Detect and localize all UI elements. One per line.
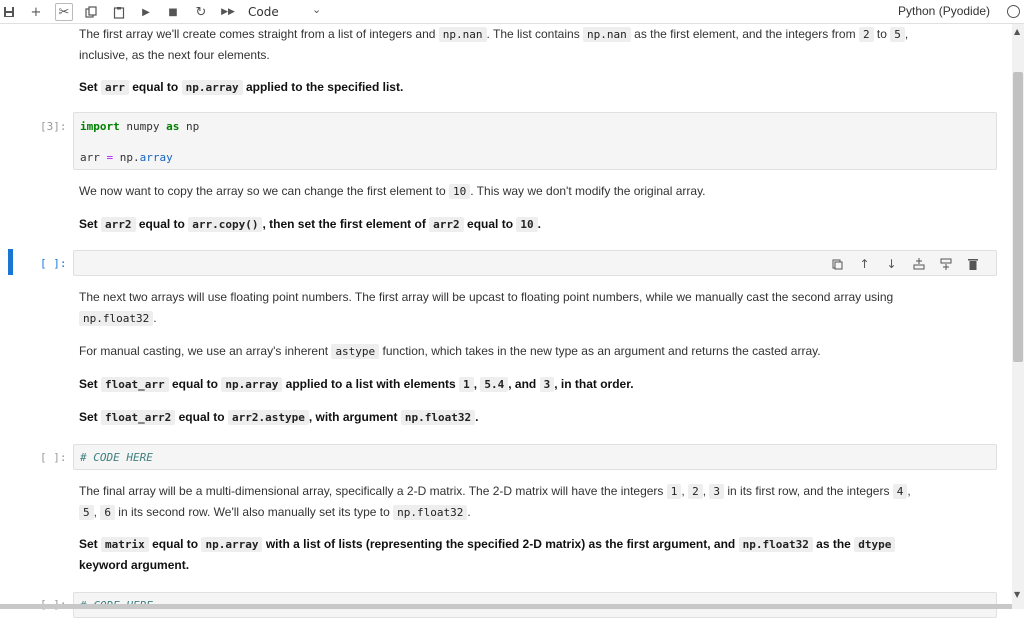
text: .	[467, 505, 471, 519]
text: The next two arrays will use floating point numbers. The first array will be upcast to floating point numbers, while we manually cast the second array using	[79, 290, 894, 304]
inline-code: np.float32	[79, 311, 153, 326]
inline-code: float_arr2	[101, 410, 175, 425]
inline-code: matrix	[101, 537, 149, 552]
text: .	[153, 311, 157, 325]
text: , and	[508, 377, 537, 391]
inline-code: 3	[709, 484, 724, 499]
text: equal to	[467, 217, 514, 231]
attribute: array	[139, 151, 173, 164]
inline-code: np.array	[182, 80, 243, 95]
inline-code: float_arr	[101, 377, 169, 392]
inline-code: dtype	[854, 537, 895, 552]
text: .	[475, 410, 479, 424]
active-cell-indicator	[8, 249, 13, 275]
markdown-cell	[79, 481, 984, 523]
cell-prompt: [ ]:	[40, 451, 67, 464]
kernel-status-icon	[1007, 5, 1020, 18]
inline-code: 6	[100, 505, 115, 520]
inline-code: 5	[79, 505, 94, 520]
inline-code: np.array	[221, 377, 282, 392]
text: The first array we'll create comes straight from a list of integers and	[79, 27, 436, 41]
inline-code: arr	[101, 80, 129, 95]
code-text: np.	[113, 151, 140, 164]
text: , with argument	[308, 410, 398, 424]
inline-code: 4	[893, 484, 908, 499]
text: as the	[816, 537, 851, 551]
scroll-down-icon[interactable]: ▼	[1014, 590, 1021, 599]
code-text: np	[179, 120, 200, 133]
text: ,	[907, 484, 911, 498]
text: , in that order.	[554, 377, 634, 391]
text: ,	[681, 484, 685, 498]
paste-icon[interactable]	[110, 3, 128, 21]
active-code-cell-input[interactable]	[73, 250, 997, 276]
markdown-cell	[79, 24, 984, 65]
delete-cell-icon[interactable]	[959, 256, 986, 272]
text: keyword argument.	[79, 558, 190, 572]
code-text: arr	[80, 151, 107, 164]
duplicate-cell-icon[interactable]	[824, 256, 851, 272]
inline-code: np.nan	[583, 27, 631, 42]
kernel-name[interactable]: Python (Pyodide)	[898, 4, 991, 18]
text: ,	[904, 27, 909, 41]
insert-below-icon[interactable]	[932, 256, 959, 272]
inline-code: 5.4	[480, 377, 508, 392]
scroll-up-icon[interactable]: ▲	[1014, 27, 1021, 36]
text: . This way we don't modify the original array.	[470, 184, 706, 198]
text: , then set the first element of	[262, 217, 426, 231]
inline-code: np.float32	[393, 505, 467, 520]
markdown-cell	[79, 214, 984, 235]
inline-code: arr.copy()	[188, 217, 262, 232]
code-cell-input[interactable]	[73, 444, 997, 470]
text: We now want to copy the array so we can change the first element to	[79, 184, 446, 198]
save-icon[interactable]	[0, 3, 18, 21]
text: inclusive, as the next four elements.	[79, 48, 270, 62]
text: applied to a list with elements	[285, 377, 456, 391]
inline-code: 5	[890, 27, 905, 42]
chevron-down-icon: ⌄	[312, 3, 322, 16]
text: equal to	[171, 377, 218, 391]
markdown-cell	[79, 534, 984, 576]
operator: =	[106, 151, 114, 164]
inline-code: arr2.astype	[228, 410, 309, 425]
insert-above-icon[interactable]	[905, 256, 932, 272]
text: Set	[79, 217, 98, 231]
code-comment: # CODE HERE	[80, 451, 153, 464]
text: Set	[79, 377, 98, 391]
cell-prompt: [3]:	[40, 120, 67, 133]
text: applied to the specified list.	[245, 80, 404, 94]
scroll-thumb[interactable]	[1013, 72, 1023, 362]
add-cell-icon[interactable]: +	[30, 4, 42, 20]
inline-code: np.array	[201, 537, 262, 552]
markdown-cell	[79, 287, 984, 329]
inline-code: astype	[331, 344, 379, 359]
move-down-icon[interactable]: ↓	[886, 257, 897, 271]
inline-code: 3	[540, 377, 555, 392]
markdown-cell	[79, 341, 984, 362]
text: ,	[473, 377, 478, 391]
text: equal to	[132, 80, 179, 94]
code-text: numpy	[119, 120, 167, 133]
text: in its first row, and the integers	[727, 484, 890, 498]
text: Set	[79, 410, 98, 424]
inline-code: np.float32	[739, 537, 813, 552]
inline-code: 10	[449, 184, 470, 199]
text: as the first element, and the integers from	[634, 27, 856, 41]
inline-code: 10	[516, 217, 537, 232]
inline-code: 2	[688, 484, 703, 499]
text: Set	[79, 80, 98, 94]
text: equal to	[152, 537, 199, 551]
text: For manual casting, we use an array's inherent	[79, 344, 329, 358]
text: .	[537, 217, 541, 231]
cell-toolbar	[824, 256, 986, 272]
restart-run-all-icon[interactable]: ▶▶	[221, 7, 235, 17]
stop-icon[interactable]: ■	[168, 6, 178, 18]
inline-code: arr2	[101, 217, 136, 232]
restart-icon[interactable]: ↻	[195, 4, 207, 20]
markdown-cell	[79, 181, 984, 202]
text: to	[876, 27, 887, 41]
code-cell-input[interactable]	[73, 112, 997, 170]
inline-code: 1	[667, 484, 682, 499]
text: in its second row. We'll also manually set its type to	[118, 505, 390, 519]
text: equal to	[138, 217, 185, 231]
inline-code: np.float32	[401, 410, 475, 425]
copy-icon[interactable]	[82, 3, 100, 21]
code-line	[80, 120, 199, 133]
markdown-cell	[79, 374, 984, 395]
cut-icon[interactable]: ✂	[55, 3, 73, 21]
inline-code: arr2	[429, 217, 464, 232]
text: with a list of lists (representing the specified 2-D matrix) as the first argument, and	[265, 537, 736, 551]
inline-code: np.nan	[439, 27, 487, 42]
text: Set	[79, 537, 98, 551]
cell-type-label: Code	[248, 5, 279, 19]
markdown-cell	[79, 407, 984, 428]
text: ,	[702, 484, 707, 498]
inline-code: 2	[859, 27, 874, 42]
keyword: import	[80, 120, 120, 133]
notebook-toolbar	[0, 0, 1024, 24]
cell-type-select[interactable]	[248, 3, 328, 21]
text: ,	[93, 505, 97, 519]
text: function, which takes in the new type as an argument and returns the casted array.	[382, 344, 821, 358]
move-up-icon[interactable]: ↑	[859, 257, 870, 271]
run-icon[interactable]: ▶	[142, 6, 150, 18]
inline-code: 1	[459, 377, 474, 392]
keyword: as	[166, 120, 180, 133]
code-line	[80, 151, 173, 164]
text: . The list contains	[486, 27, 580, 41]
markdown-cell	[79, 77, 984, 98]
horizontal-scrollbar[interactable]	[0, 604, 1012, 609]
text: The final array will be a multi-dimensional array, specifically a 2-D matrix. The 2-D matrix will have the integers	[79, 484, 664, 498]
cell-prompt: [ ]:	[40, 257, 67, 270]
text: equal to	[178, 410, 225, 424]
vertical-scrollbar[interactable]	[1012, 24, 1024, 609]
notebook-panel	[0, 24, 1012, 604]
